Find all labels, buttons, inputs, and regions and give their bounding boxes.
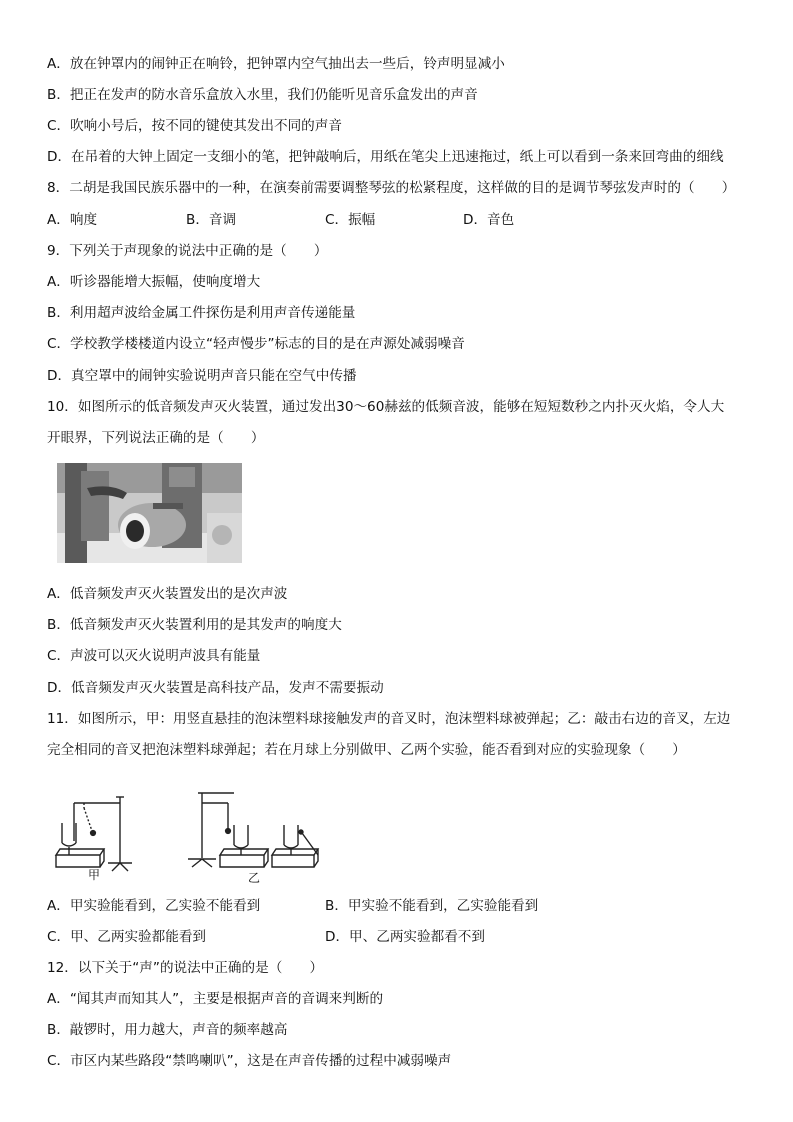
tuning-fork-experiment-figure [52,783,322,885]
q8-option-c: C．振幅 [325,212,376,228]
q8-option-d: D．音色 [463,212,515,228]
q8-option-b: B．音调 [186,212,237,228]
fire-extinguisher-photo-drawing [57,463,242,563]
q11-option-c: C．甲、乙两实验都能看到 [47,929,207,945]
q10-stem-line2: 开眼界，下列说法正确的是（ ） [47,430,265,446]
q10-option-c: C．声波可以灭火说明声波具有能量 [47,648,261,664]
fire-extinguisher-photo [57,463,242,563]
q8-option-a: A．响度 [47,212,98,228]
q11-option-b: B．甲实验不能看到，乙实验能看到 [325,898,539,914]
q9-option-b: B．利用超声波给金属工件探伤是利用声音传递能量 [47,305,356,321]
q9-stem: 9．下列关于声现象的说法中正确的是（ ） [47,243,328,259]
q10-stem-line1: 10．如图所示的低音频发声灭火装置，通过发出30～60赫兹的低频音波，能够在短短数秒之内扑灭火焰，令人大 [47,399,725,415]
q8-stem: 8．二胡是我国民族乐器中的一种，在演奏前需要调整琴弦的松紧程度，这样做的目的是调节琴弦发声时的（ ） [47,180,736,196]
q11-option-a: A．甲实验能看到，乙实验不能看到 [47,898,261,914]
q12-option-c: C．市区内某些路段“禁鸣喇叭”，这是在声音传播的过程中减弱噪声 [47,1053,452,1069]
q12-option-a: A．“闻其声而知其人”，主要是根据声音的音调来判断的 [47,991,384,1007]
q7-option-d: D．在吊着的大钟上固定一支细小的笔，把钟敲响后，用纸在笔尖上迅速拖过，纸上可以看到一条来回弯曲的细线 [47,149,724,165]
figure-label-yi: 乙 [248,871,261,885]
q11-stem-line2: 完全相同的音叉把泡沫塑料球弹起；若在月球上分别做甲、乙两个实验，能否看到对应的实验现象（ ） [47,742,686,758]
q11-option-d: D．甲、乙两实验都看不到 [325,929,485,945]
q12-option-b: B．敲锣时，用力越大，声音的频率越高 [47,1022,288,1038]
q9-option-d: D．真空罩中的闹钟实验说明声音只能在空气中传播 [47,368,357,384]
q11-stem-line1: 11．如图所示，甲：用竖直悬挂的泡沫塑料球接触发声的音叉时，泡沫塑料球被弹起；乙：敲击右边的音叉，左边 [47,711,731,727]
q10-option-a: A．低音频发声灭火装置发出的是次声波 [47,586,288,602]
q12-stem: 12．以下关于“声”的说法中正确的是（ ） [47,960,324,976]
q7-option-b: B．把正在发声的防水音乐盒放入水里，我们仍能听见音乐盒发出的声音 [47,87,478,103]
q10-option-d: D．低音频发声灭火装置是高科技产品，发声不需要振动 [47,680,384,696]
q7-option-a: A．放在钟罩内的闹钟正在响铃，把钟罩内空气抽出去一些后，铃声明显减小 [47,56,505,72]
q7-option-c: C．吹响小号后，按不同的键使其发出不同的声音 [47,118,342,134]
q9-option-a: A．听诊器能增大振幅，使响度增大 [47,274,261,290]
q10-option-b: B．低音频发声灭火装置利用的是其发声的响度大 [47,617,342,633]
figure-label-jia: 甲 [88,868,101,882]
q9-option-c: C．学校教学楼楼道内设立“轻声慢步”标志的目的是在声源处减弱噪音 [47,336,465,352]
